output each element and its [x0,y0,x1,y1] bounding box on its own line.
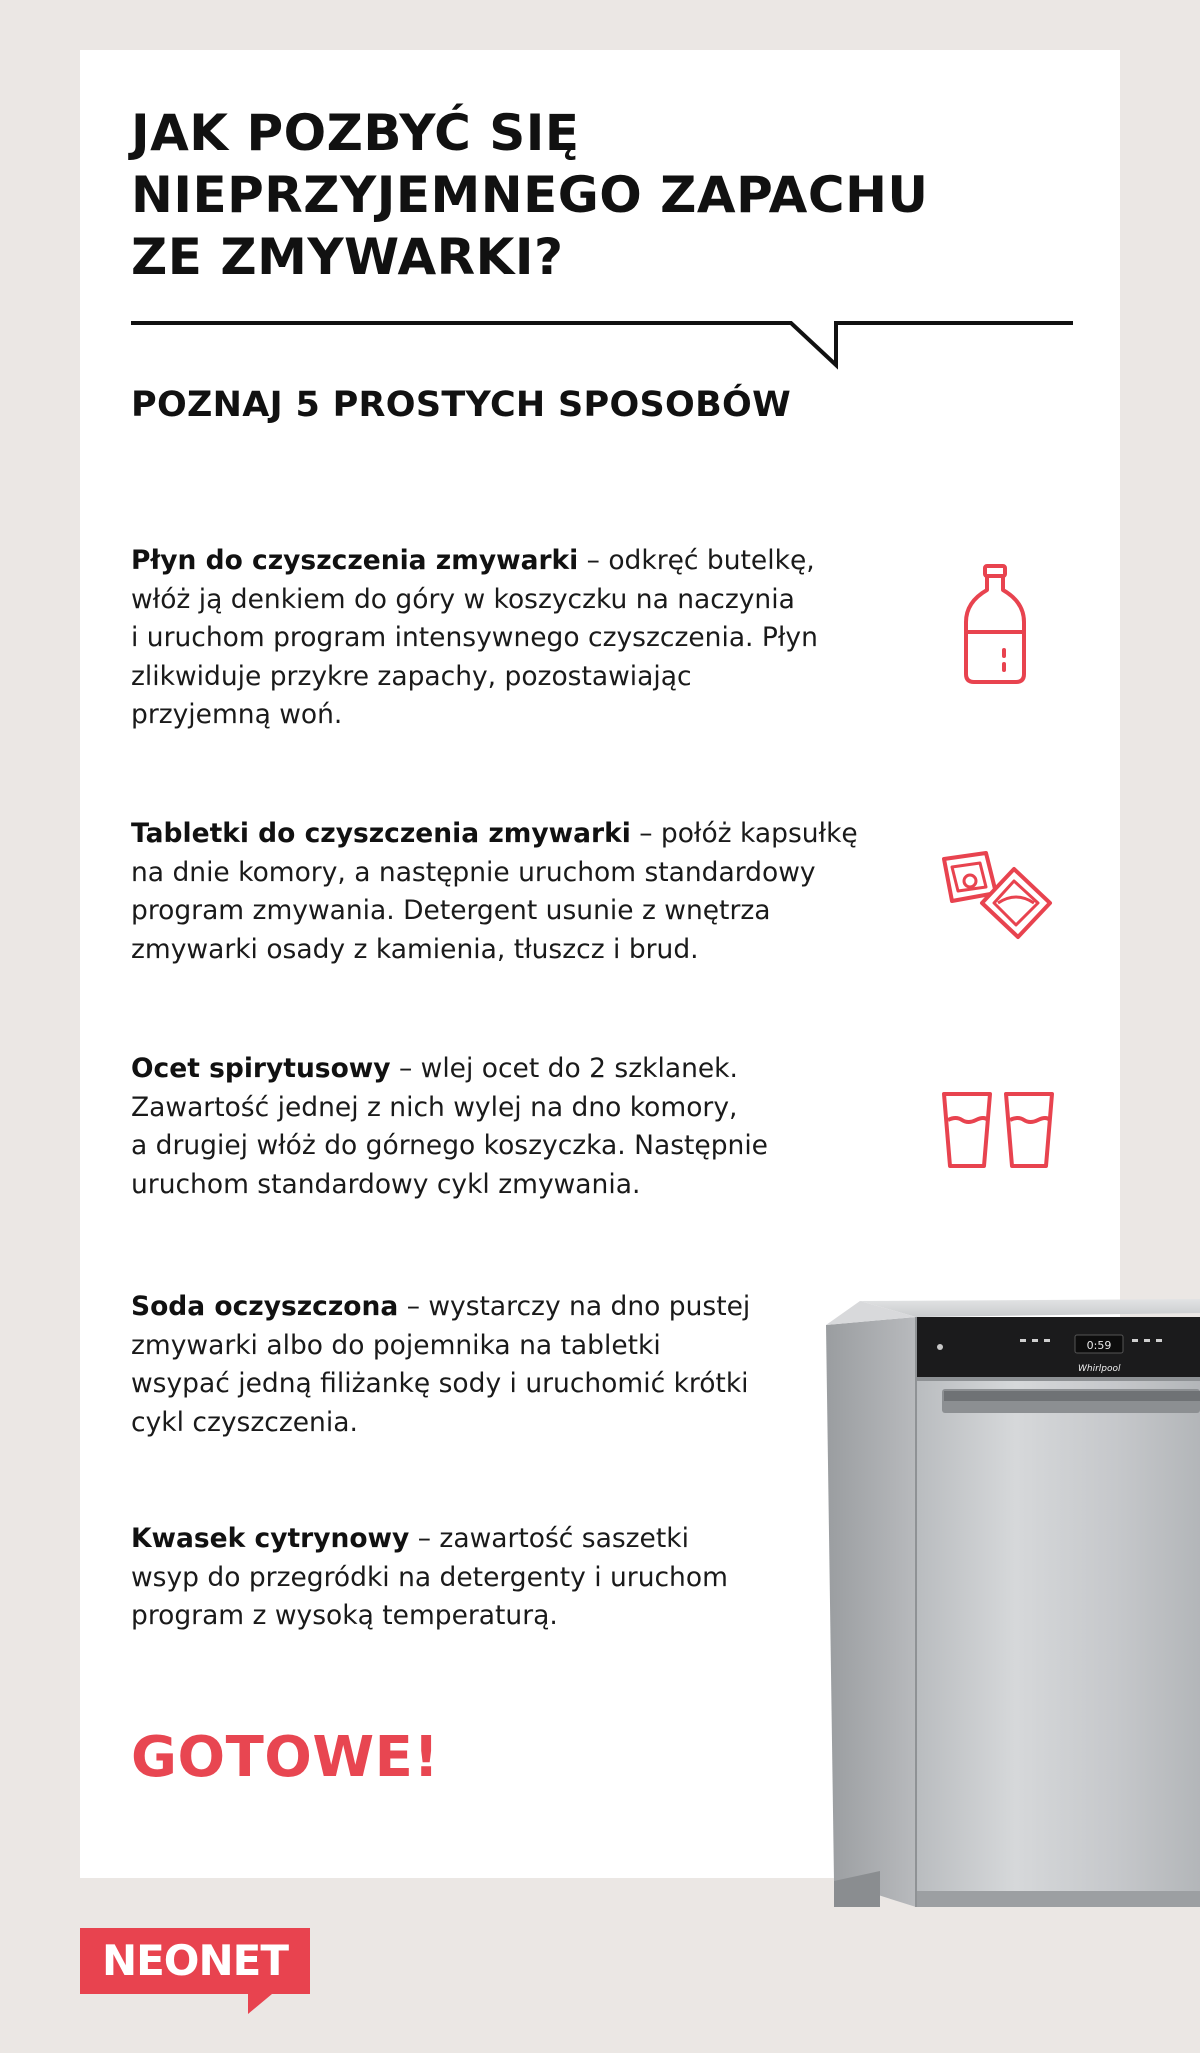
tip-text: – zawartość saszetki [409,1523,689,1554]
tip-heading: Tabletki do czyszczenia zmywarki [131,818,631,849]
tip-text: – odkręć butelkę, [578,545,815,576]
tip-text: uruchom standardowy cykl zmywania. [131,1168,641,1200]
speech-bubble-divider [131,280,1073,390]
tip-text: a drugiej włóż do górnego koszyczka. Następnie [131,1130,768,1161]
subtitle: POZNAJ 5 PROSTYCH SPOSOBÓW [131,385,792,425]
tablets-icon [938,845,1058,945]
tip-text: – wlej ocet do 2 szklanek. [390,1053,738,1084]
tip-text: zmywarki osady z kamienia, tłuszcz i brud. [131,933,699,965]
tip-heading: Soda oczyszczona [131,1291,399,1322]
tip-heading: Płyn do czyszczenia zmywarki [131,545,579,576]
tip-text: wsypać jedną filiżankę sody i uruchomić krótki [131,1368,749,1399]
bottle-icon [960,562,1030,686]
tip-text: przyjemną woń. [131,699,343,730]
tip-text: program z wysoką temperaturą. [131,1600,558,1631]
dishwasher-display-readout: 0:59 [1086,1339,1112,1352]
title-line: ZE ZMYWARKI? [131,228,564,286]
done-heading: GOTOWE! [131,1725,440,1790]
tip-cleaning-liquid [131,542,891,735]
tip-heading: Ocet spirytusowy [131,1053,391,1084]
logo-text: NEONET [101,1936,289,1985]
title-line: JAK POZBYĆ SIĘ [131,104,580,162]
tip-text: na dnie komory, a następnie uruchom standardowy [131,856,816,888]
tip-vinegar [131,1050,891,1204]
tip-text: cykl czyszczenia. [131,1406,358,1438]
glasses-icon [940,1090,1056,1170]
logo-speech-tail [248,1994,272,2014]
tip-text: włóż ją denkiem do góry w koszyczku na naczynia [131,583,795,615]
title-line: NIEPRZYJEMNEGO ZAPACHU [131,166,929,224]
tip-text: wsyp do przegródki na detergenty i uruchom [131,1561,728,1593]
tip-text: zlikwiduje przykre zapachy, pozostawiając [131,660,692,692]
tip-text: zmywarki albo do pojemnika na tabletki [131,1329,661,1361]
tip-citric-acid [131,1520,891,1636]
tip-cleaning-tablets [131,815,891,969]
neonet-logo [80,1928,310,2008]
tip-heading: Kwasek cytrynowy [131,1523,410,1554]
tip-text: i uruchom program intensywnego czyszczenia. Płyn [131,622,818,653]
tip-text: – połóż kapsułkę [630,818,858,849]
dishwasher-image [820,1295,1200,1907]
tip-text: – wystarczy na dno pustej [398,1291,751,1322]
tip-baking-soda [131,1288,891,1442]
tip-text: Zawartość jednej z nich wylej na dno komory, [131,1091,738,1123]
tip-text: program zmywania. Detergent usunie z wnętrza [131,895,771,926]
dishwasher-brand-label: Whirlpool [1078,1364,1121,1374]
page-title [131,102,1031,288]
